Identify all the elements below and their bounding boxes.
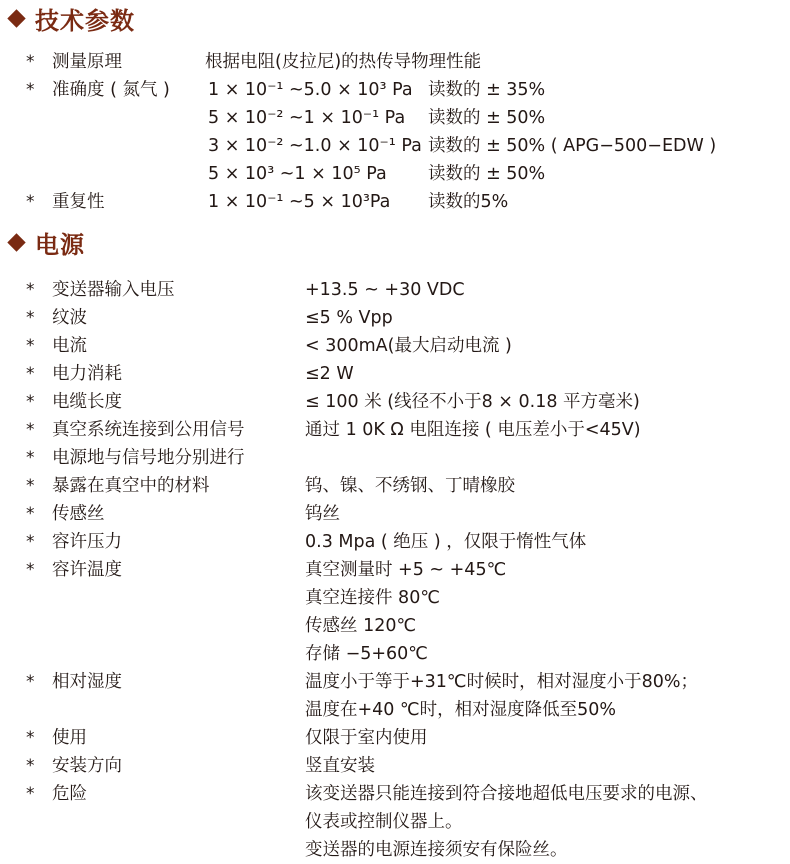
spec-range: 3 × 10⁻² ~1.0 × 10⁻¹ Pa	[208, 136, 422, 156]
spec-value: ≤ 100 米 (线径不小于8 × 0.18 平方毫米)	[305, 392, 640, 412]
spec-label: 电源地与信号地分别进行	[52, 448, 245, 468]
spec-label: 容许温度	[52, 560, 122, 580]
spec-value: 温度在+40 ℃时，相对湿度降低至50%	[305, 700, 617, 720]
spec-label: 纹波	[52, 308, 87, 328]
spec-value: 根据电阻(皮拉尼)的热传导物理性能	[205, 52, 482, 72]
spec-label: 重复性	[52, 192, 105, 212]
spec-value: ≤2 W	[305, 364, 354, 384]
spec-value: 传感丝 120℃	[305, 616, 417, 636]
diamond-icon	[7, 233, 25, 251]
asterisk-bullet: *	[26, 192, 35, 212]
spec-label: 容许压力	[52, 532, 122, 552]
spec-value: 该变送器只能连接到符合接地超低电压要求的电源、	[305, 784, 708, 804]
spec-label: 真空系统连接到公用信号	[52, 420, 245, 440]
spec-value: 竖直安装	[305, 756, 375, 776]
asterisk-bullet: *	[26, 392, 35, 412]
spec-label: 危险	[52, 784, 87, 804]
spec-value: 钨丝	[305, 504, 340, 524]
spec-value: ≤5 % Vpp	[305, 308, 393, 328]
spec-range: 1 × 10⁻¹ ~5 × 10³Pa	[208, 192, 391, 212]
spec-value: 变送器的电源连接须安有保险丝。	[305, 840, 568, 860]
asterisk-bullet: *	[26, 504, 35, 524]
asterisk-bullet: *	[26, 756, 35, 776]
spec-value: < 300mA(最大启动电流 )	[305, 336, 512, 356]
asterisk-bullet: *	[26, 80, 35, 100]
asterisk-bullet: *	[26, 364, 35, 384]
asterisk-bullet: *	[26, 308, 35, 328]
spec-label: 准确度 ( 氮气 )	[52, 80, 170, 100]
spec-range: 5 × 10⁻² ~1 × 10⁻¹ Pa	[208, 108, 406, 128]
asterisk-bullet: *	[26, 728, 35, 748]
asterisk-bullet: *	[26, 532, 35, 552]
spec-label: 电缆长度	[52, 392, 122, 412]
spec-accuracy: 读数的5%	[428, 192, 509, 212]
spec-value: 真空连接件 80℃	[305, 588, 440, 608]
spec-range: 5 × 10³ ~1 × 10⁵ Pa	[208, 164, 387, 184]
spec-label: 暴露在真空中的材料	[52, 476, 210, 496]
spec-accuracy: 读数的 ± 50%	[428, 108, 546, 128]
section-title: 技术参数	[35, 5, 135, 35]
spec-label: 电流	[52, 336, 87, 356]
asterisk-bullet: *	[26, 448, 35, 468]
spec-value: +13.5 ~ +30 VDC	[305, 280, 465, 300]
spec-value: 存储 −5+60℃	[305, 644, 428, 664]
asterisk-bullet: *	[26, 280, 35, 300]
section-title: 电源	[35, 229, 85, 259]
spec-value: 仪表或控制仪器上。	[305, 812, 463, 832]
asterisk-bullet: *	[26, 52, 35, 72]
spec-accuracy: 读数的 ± 50% ( APG−500−EDW )	[428, 136, 717, 156]
asterisk-bullet: *	[26, 476, 35, 496]
spec-value: 真空测量时 +5 ~ +45℃	[305, 560, 507, 580]
spec-accuracy: 读数的 ± 50%	[428, 164, 546, 184]
spec-label: 相对湿度	[52, 672, 122, 692]
diamond-icon	[7, 9, 25, 27]
section-heading-power	[6, 226, 85, 258]
spec-value: 0.3 Mpa ( 绝压 ) ，仅限于惰性气体	[305, 532, 587, 552]
spec-accuracy: 读数的 ± 35%	[428, 80, 546, 100]
asterisk-bullet: *	[26, 784, 35, 804]
spec-label: 安装方向	[52, 756, 122, 776]
section-heading-tech	[6, 2, 135, 34]
spec-label: 测量原理	[52, 52, 122, 72]
spec-label: 电力消耗	[52, 364, 122, 384]
spec-label: 使用	[52, 728, 87, 748]
spec-value: 温度小于等于+31℃时候时，相对湿度小于80%；	[305, 672, 698, 692]
spec-value: 钨、镍、不绣钢、丁晴橡胶	[305, 476, 515, 496]
spec-range: 1 × 10⁻¹ ~5.0 × 10³ Pa	[208, 80, 413, 100]
spec-value: 通过 1 0K Ω 电阻连接 ( 电压差小于<45V)	[305, 420, 641, 440]
spec-value: 仅限于室内使用	[305, 728, 428, 748]
spec-label: 变送器输入电压	[52, 280, 175, 300]
asterisk-bullet: *	[26, 336, 35, 356]
asterisk-bullet: *	[26, 560, 35, 580]
asterisk-bullet: *	[26, 420, 35, 440]
spec-label: 传感丝	[52, 504, 105, 524]
asterisk-bullet: *	[26, 672, 35, 692]
